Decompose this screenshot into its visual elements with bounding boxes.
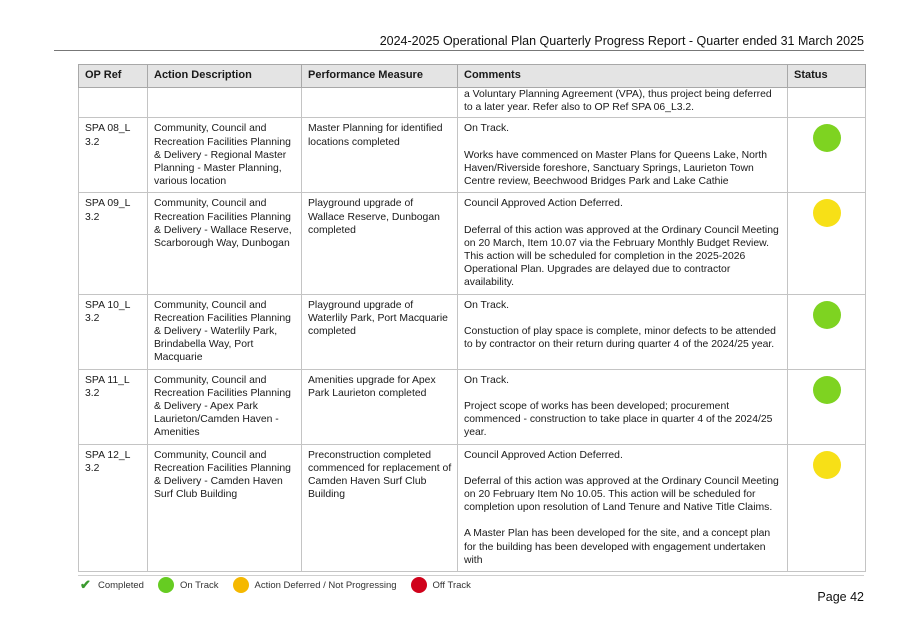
comments-cell: [458, 369, 788, 444]
table-header-row: [79, 65, 866, 88]
comment-paragraph: On Track.: [464, 123, 510, 135]
op-ref-cell: SPA 09_L 3.2: [79, 193, 148, 294]
legend-item: [233, 577, 397, 593]
legend-item: [158, 577, 219, 593]
action-description-cell: Community, Council and Recreation Facilities Planning & Delivery - Apex Park Laurieton/Camden Haven - Amenities: [148, 369, 302, 444]
comment-paragraph: Deferral of this action was approved at the Ordinary Council Meeting on 20 February Item No 10.05. This action will be scheduled for completion upon resolution of Land Tenure and Native Title Claims.: [464, 475, 779, 514]
legend-label: On Track: [179, 579, 219, 591]
status-cell: [788, 118, 866, 193]
status-indicator-icon: [813, 376, 841, 404]
op-ref-cell: SPA 12_L 3.2: [79, 444, 148, 571]
comment-paragraph: Works have commenced on Master Plans for Queens Lake, North Haven/Riverside foreshore, Sanctuary Springs, Laurieton Town Centre review, Beechwood Bridges Park and Lake Cathie: [464, 149, 768, 188]
action-description-cell: Community, Council and Recreation Facilities Planning & Delivery - Waterlily Park, Brindabella Way, Port Macquarie: [148, 294, 302, 369]
comments-cell: [458, 193, 788, 294]
comment-paragraph: On Track.: [464, 374, 510, 386]
comment-paragraph: Council Approved Action Deferred.: [464, 198, 623, 210]
action-cell: [148, 88, 302, 118]
column-header-op-ref: OP Ref: [79, 65, 148, 88]
legend-label: Completed: [98, 579, 144, 591]
status-cell: [788, 88, 866, 118]
table-body: [79, 88, 866, 572]
circle-icon: [233, 577, 249, 593]
performance-measure-cell: Amenities upgrade for Apex Park Laurieton completed: [302, 369, 458, 444]
legend-divider: [78, 575, 864, 576]
status-cell: [788, 444, 866, 571]
status-indicator-icon: [813, 199, 841, 227]
action-description-cell: Community, Council and Recreation Facilities Planning & Delivery - Camden Haven Surf Club Building: [148, 444, 302, 571]
status-legend: [80, 577, 485, 593]
comment-paragraph: Council Approved Action Deferred.: [464, 449, 623, 461]
page-number: Page 42: [817, 590, 864, 604]
comment-paragraph: Project scope of works has been developed; procurement commenced - construction to take place in quarter 4 of the 2024/25 year.: [464, 400, 773, 439]
table-row: [79, 369, 866, 444]
comment-paragraph: Deferral of this action was approved at the Ordinary Council Meeting on 20 March, Item 10.07 via the February Monthly Budget Review. This action will be scheduled for completion in the 2025-2026 Operational Plan. Upgrades are delayed due to contractor availability.: [464, 224, 779, 289]
status-indicator-icon: [813, 124, 841, 152]
comment-paragraph: a Voluntary Planning Agreement (VPA), thus project being deferred to a later year. Refer also to OP Ref SPA 06_L3.2.: [464, 89, 772, 114]
column-header-comments: Comments: [458, 65, 788, 88]
legend-item: [80, 577, 144, 593]
status-cell: [788, 294, 866, 369]
performance-measure-cell: Playground upgrade of Waterlily Park, Port Macquarie completed: [302, 294, 458, 369]
status-indicator-icon: [813, 301, 841, 329]
circle-icon: [411, 577, 427, 593]
circle-icon: [158, 577, 174, 593]
performance-measure-cell: Playground upgrade of Wallace Reserve, Dunbogan completed: [302, 193, 458, 294]
legend-label: Off Track: [432, 579, 471, 591]
action-description-cell: Community, Council and Recreation Facilities Planning & Delivery - Wallace Reserve, Scarborough Way, Dunbogan: [148, 193, 302, 294]
comments-cell: [458, 118, 788, 193]
comments-cell: [458, 294, 788, 369]
header-divider: [54, 50, 864, 51]
comment-paragraph: On Track.: [464, 299, 510, 311]
status-cell: [788, 193, 866, 294]
comments-cell: [458, 444, 788, 571]
comment-paragraph: Constuction of play space is complete, minor defects to be attended to by contractor on their return during quarter 4 of the 2024/25 year.: [464, 325, 776, 351]
legend-label: Action Deferred / Not Progressing: [254, 579, 397, 591]
check-icon: ✔: [80, 577, 91, 592]
report-title: 2024-2025 Operational Plan Quarterly Progress Report - Quarter ended 31 March 2025: [379, 34, 864, 48]
ref-cell: [79, 88, 148, 118]
op-ref-cell: SPA 08_L 3.2: [79, 118, 148, 193]
comment-paragraph: A Master Plan has been developed for the site, and a concept plan for the building has been developed with engagement undertaken with: [464, 528, 771, 566]
legend-item: [411, 577, 471, 593]
column-header-measure: Performance Measure: [302, 65, 458, 88]
measure-cell: [302, 88, 458, 118]
performance-measure-cell: Preconstruction completed commenced for replacement of Camden Haven Surf Club Building: [302, 444, 458, 571]
op-ref-cell: SPA 10_L 3.2: [79, 294, 148, 369]
op-ref-cell: SPA 11_L 3.2: [79, 369, 148, 444]
table-row: [79, 444, 866, 571]
table-row: [79, 294, 866, 369]
column-header-status: Status: [788, 65, 866, 88]
progress-table: [78, 64, 866, 572]
status-indicator-icon: [813, 451, 841, 479]
table-row: [79, 193, 866, 294]
table-row: [79, 118, 866, 193]
performance-measure-cell: Master Planning for identified locations completed: [302, 118, 458, 193]
table-row-continuation: [79, 88, 866, 118]
action-description-cell: Community, Council and Recreation Facilities Planning & Delivery - Regional Master Planning - Master Planning, various location: [148, 118, 302, 193]
status-cell: [788, 369, 866, 444]
comments-cell: [458, 88, 788, 118]
column-header-action: Action Description: [148, 65, 302, 88]
